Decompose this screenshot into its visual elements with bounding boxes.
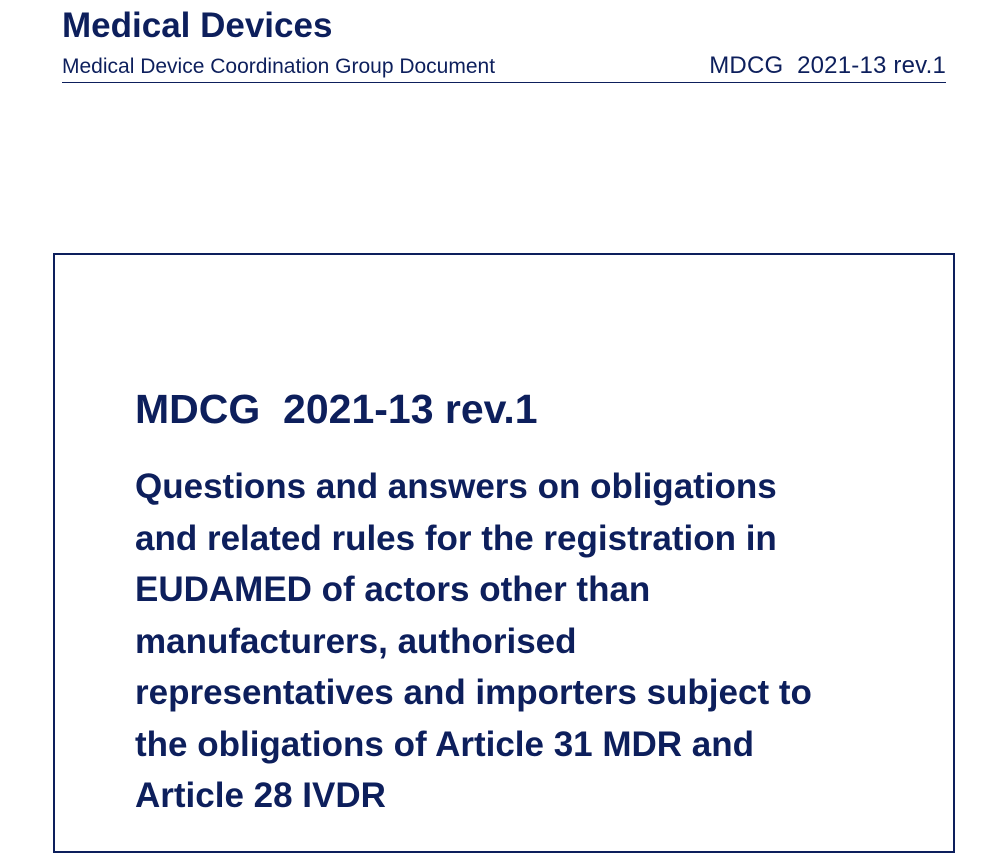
title-line: Questions and answers on obligations [135, 467, 777, 506]
document-header [62, 4, 946, 83]
cover-box [53, 253, 955, 853]
header-row [62, 52, 946, 83]
title-line: representatives and importers subject to [135, 673, 812, 712]
title-line: manufacturers, authorised [135, 621, 577, 661]
document-title [135, 461, 925, 822]
header-title: Medical Devices [62, 6, 333, 45]
header-reference: MDCG 2021-13 rev.1 [709, 52, 946, 79]
title-line: Article 28 IVDR [135, 776, 386, 815]
title-line: the obligations of Article 31 MDR and [135, 724, 755, 764]
header-subtitle: Medical Device Coordination Group Document [62, 55, 496, 78]
document-reference: MDCG 2021-13 rev.1 [135, 386, 538, 432]
title-line: EUDAMED of actors other than [135, 570, 651, 609]
title-line: and related rules for the registration in [135, 518, 777, 558]
